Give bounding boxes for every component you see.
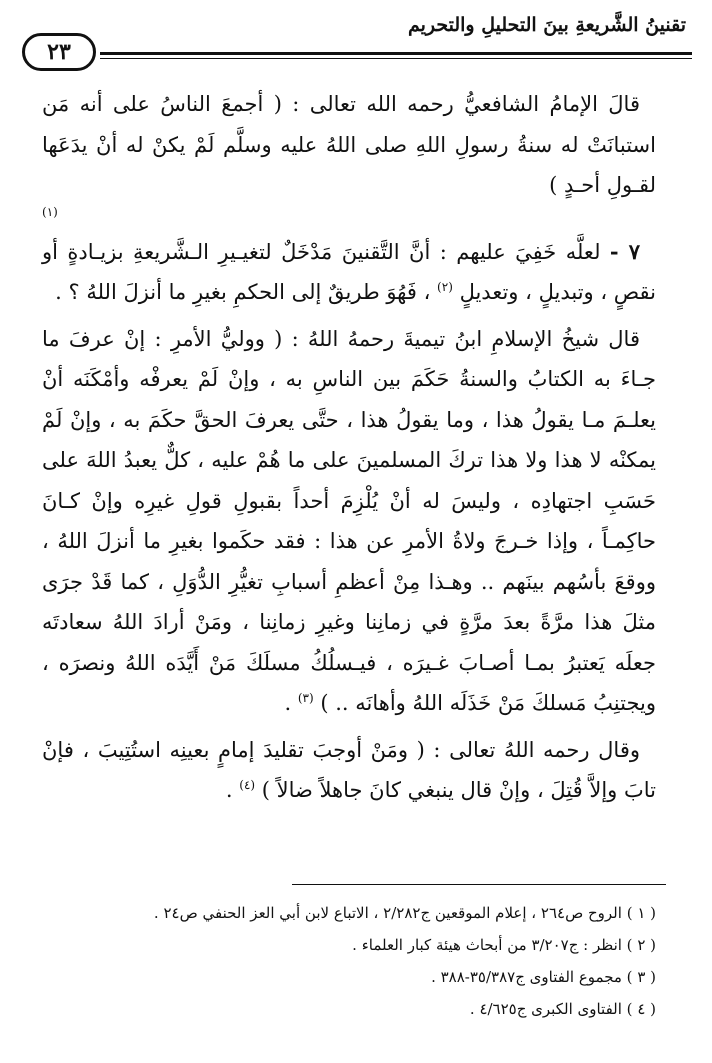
- paragraph-text: قال شيخُ الإسلامِ ابنُ تيميةَ رحمهُ اللهُ : ( ووليُّ الأمرِ : إنْ عرفَ ما جـاءَ به الكتابُ والسنةُ حَكَمَ بين الناسِ به ، وإنْ لَمْ يعرفْه وأمْكَنَه أنْ يعلـمَ مـا يقولُ هذا ، وما يقولُ هذا ، حتَّى يعرفَ الحقَّ حكَمَ به ، وإنْ لَمْ يمكنْه لا هذا ولا هذا تركَ المسلمينَ على ما هُمْ عليه ، كلٌّ يعبدُ اللهَ على حَسَبِ اجتهادِه ، وليسَ له أنْ يُلْزِمَ أحداً بقبولِ قولِ غيرِه وإنْ كـانَ حاكِمـاً ، وإذا خـرجَ ولاةُ الأمرِ عن هذا : فقد حكَموا بغيرِ ما أنزلَ اللهُ ، ووقعَ بأسُهم بينَهم .. وهـذا مِنْ أعظمِ أسبابِ تغيُّرِ الدُّوَلِ ، كما قَدْ جرَى مثلَ هذا مرَّةً بعدَ مرَّةٍ في زمانِنا وغيرِ زمانِنا ، ومَنْ أرادَ اللهُ سعادتَه جعلَه يَعتبرُ بمـا أصـابَ غـيرَه ، فيـسلُكُ مسلَكَ مَنْ أَيَّدَه اللهُ ونصرَه ، ويجتنِبُ مَسلكَ مَنْ خَذَلَه اللهُ وأهانَه .. ): [42, 326, 656, 715]
- paragraph-text: قالَ الإمامُ الشافعيُّ رحمه الله تعالى : ( أجمعَ الناسُ على أنه مَن استبانَتْ له سنةُ رسولِ اللهِ صلى اللهُ عليه وسلَّم لَمْ يكنْ له أنْ يدَعَها لقـولِ أحـدٍ ): [42, 92, 656, 197]
- paragraph-text-tail: ، فَهُوَ طريقٌ إلى الحكمِ بغيرِ ما أنزلَ اللهُ ؟ .: [55, 280, 431, 304]
- footnote-3: ( ٣ ) مجموع الفتاوى ج٣٥/٣٨٧-٣٨٨ .: [431, 968, 656, 986]
- footnote-ref-4[interactable]: (٤): [239, 778, 256, 792]
- footnotes: [42, 897, 656, 1025]
- item-number: ٧ -: [609, 238, 640, 264]
- paragraph-shafii-quote: [42, 84, 656, 206]
- page-number: ٢٣: [22, 33, 96, 71]
- footnote-4: ( ٤ ) الفتاوى الكبرى ج٤/٦٢٥ .: [469, 1000, 656, 1018]
- paragraph-ibn-taymiyyah-quote: [42, 319, 656, 724]
- body-text: [42, 84, 656, 817]
- header-rule-thick: [100, 52, 692, 55]
- paragraph-text: وقال رحمه اللهُ تعالى : ( ومَنْ أوجبَ تقليدَ إمامٍ بعينِه استُتِيبَ ، فإنْ تابَ وإلاَّ قُتِلَ ، وإنْ قال ينبغي كانَ جاهلاً ضالاً ): [42, 737, 656, 802]
- footnote-2: ( ٢ ) انظر : ج٣/٢٠٧ من أبحاث هيئة كبار العلماء .: [352, 936, 656, 954]
- paragraph-end: .: [284, 691, 292, 715]
- paragraph-point-7: [42, 232, 656, 313]
- footnote-ref-1[interactable]: (١): [42, 204, 58, 219]
- page-header: [0, 0, 712, 80]
- footnote-ref-2[interactable]: (٢): [437, 280, 453, 294]
- footnote-separator: [292, 884, 666, 885]
- footnote-1: ( ١ ) الروح ص٢٦٤ ، إعلام الموقعين ج٢/٢٨٢ ، الاتباع لابن أبي العز الحنفي ص٢٤ .: [153, 904, 656, 922]
- paragraph-end: .: [225, 778, 233, 802]
- running-title: تقنينُ الشَّريعةِ بينَ التحليلِ والتحريم: [407, 14, 686, 36]
- footnote-ref-3[interactable]: (٣): [297, 691, 314, 705]
- paragraph-taqlid-quote: [42, 730, 656, 811]
- paragraph-text: لعلَّه خَفِيَ عليهم : أنَّ التَّقنينَ مَدْخَلٌ لتغيـيرِ الـشَّريعةِ بزيـادةٍ أو نقصٍ ، وتبديلٍ ، وتعديلٍ: [42, 239, 656, 304]
- header-rule-thin: [100, 58, 692, 59]
